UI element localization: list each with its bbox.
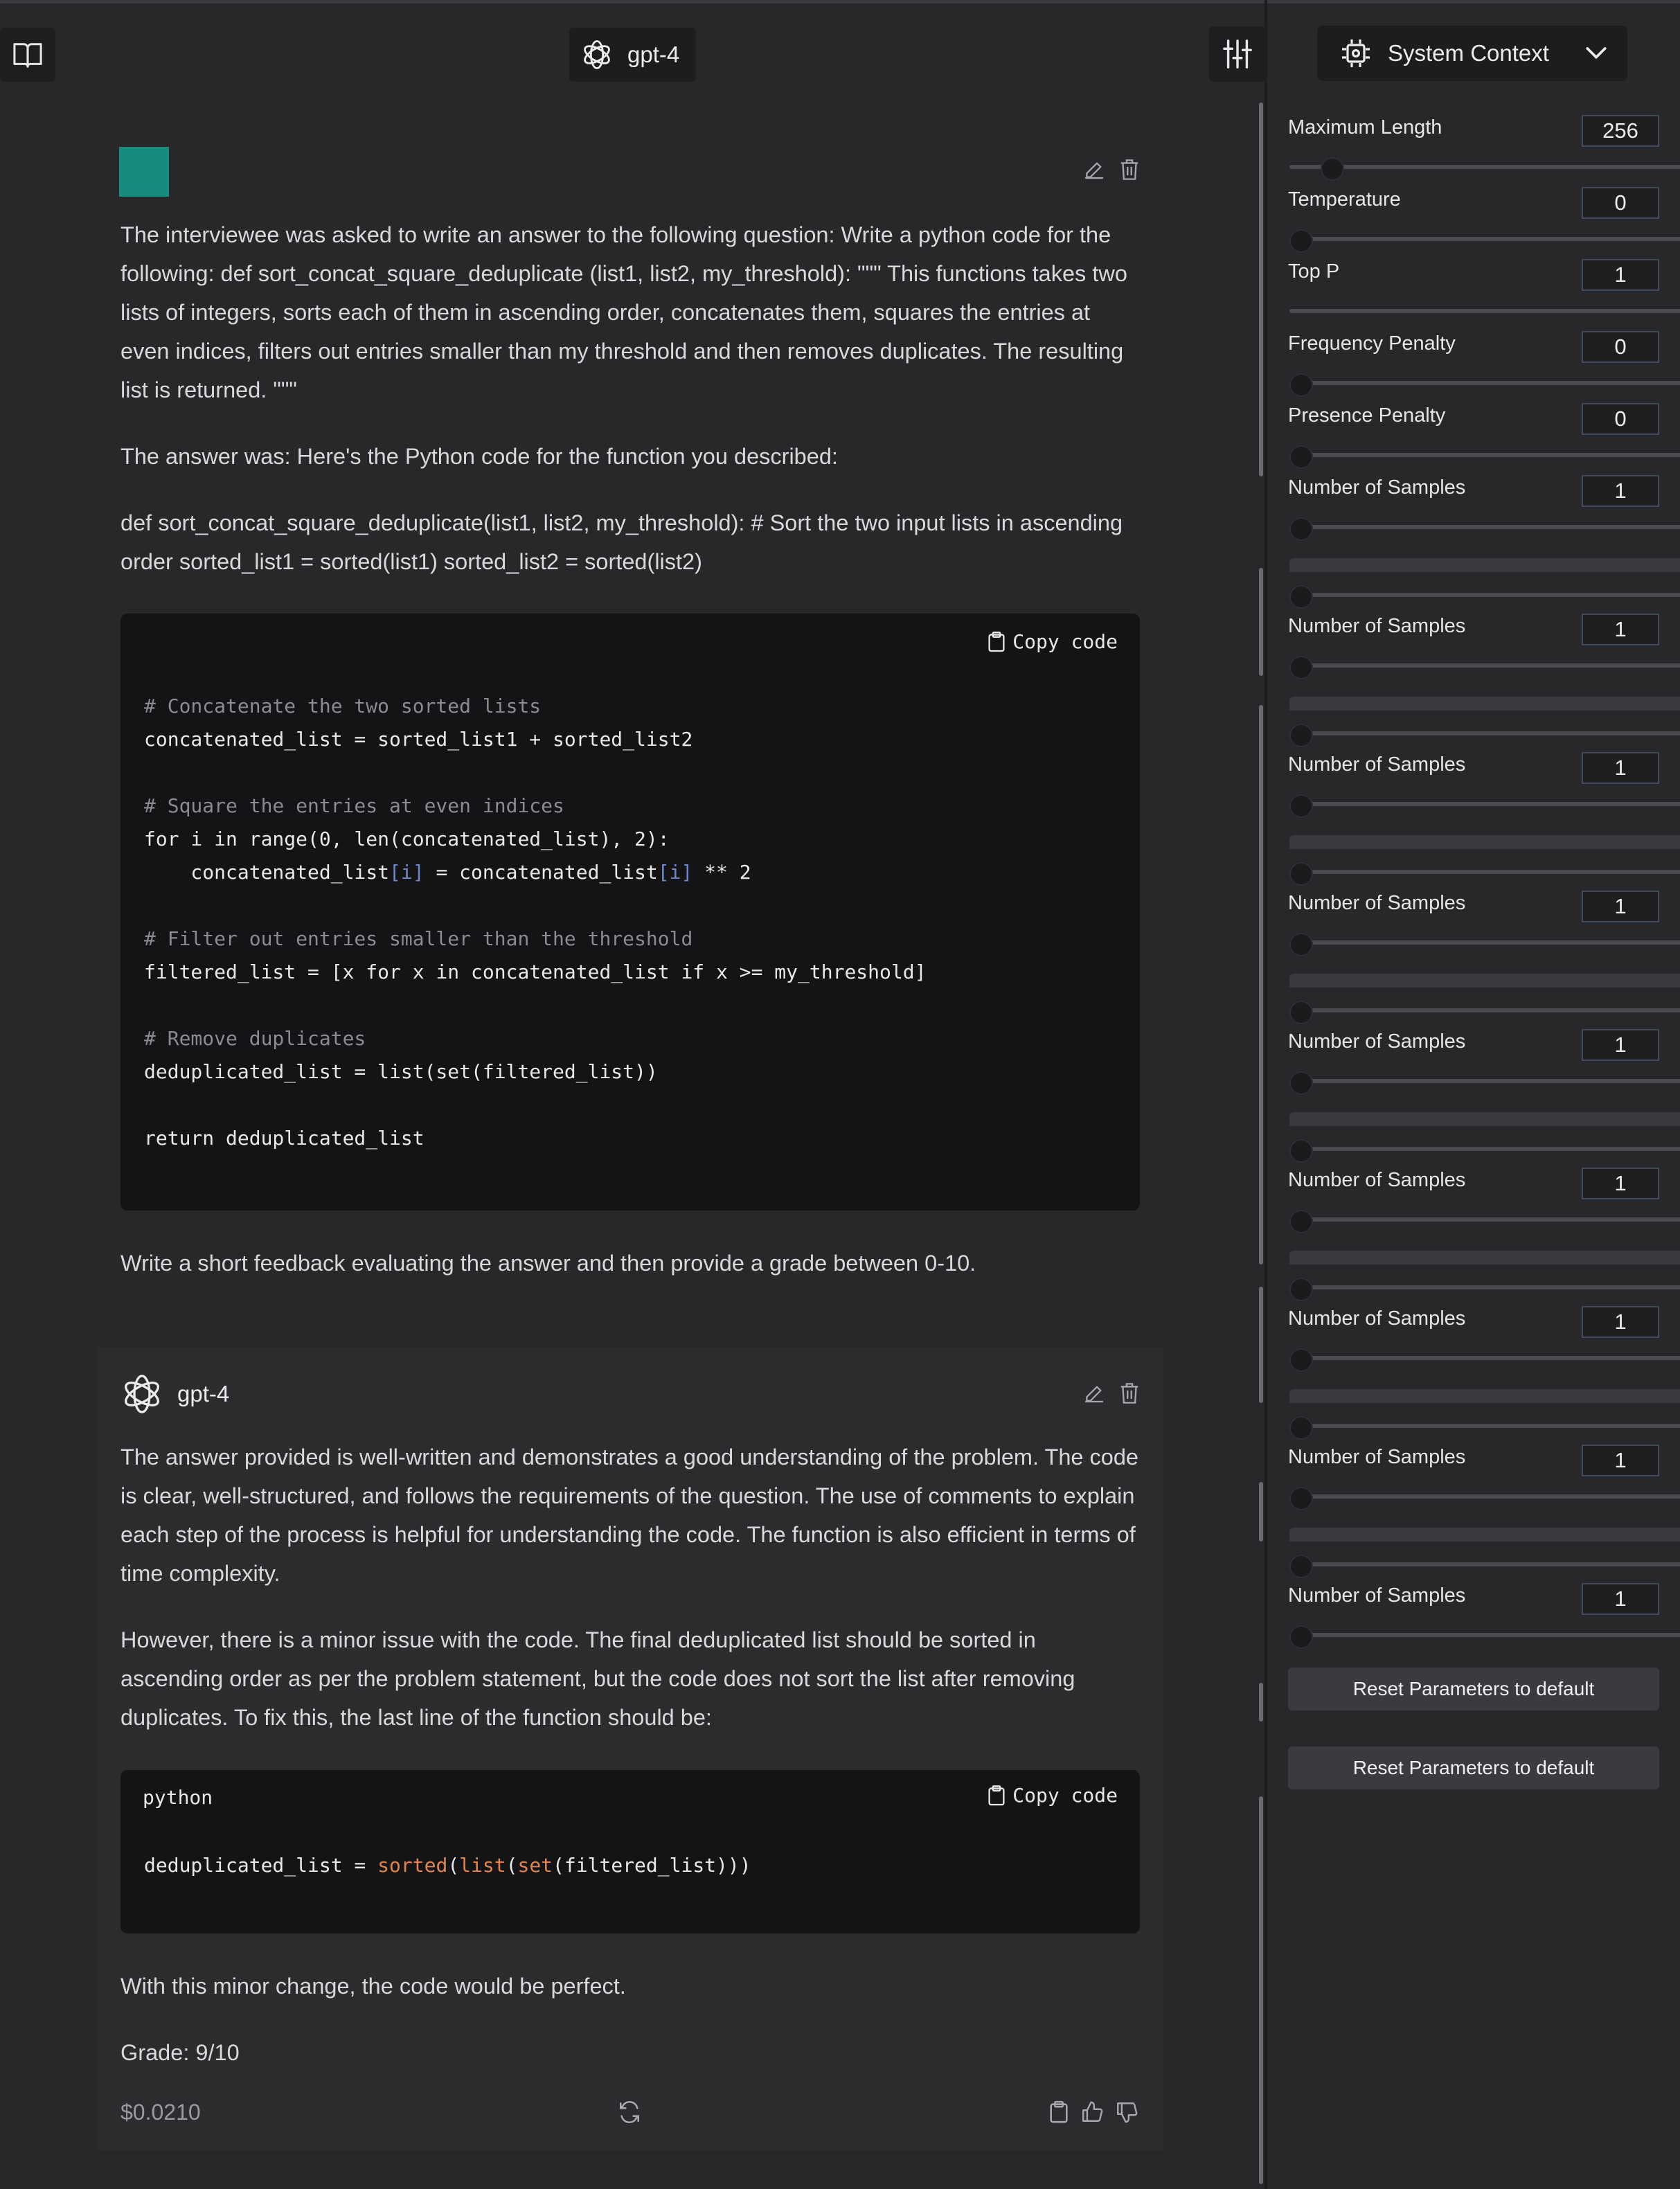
collapsed-param-ghost (1289, 1112, 1680, 1126)
copy-code-label: Copy code (1012, 630, 1118, 653)
param-slider-track[interactable] (1289, 1356, 1680, 1360)
param-slider-thumb[interactable] (1289, 445, 1313, 469)
param-slider-track[interactable] (1289, 1633, 1680, 1637)
collapsed-param-ghost (1289, 1389, 1680, 1403)
scrollbar-segment (1259, 1796, 1263, 2184)
code-line: for i in range(0, len(concatenated_list), 2): (144, 828, 670, 850)
scrollbar-segment (1259, 1482, 1263, 1542)
collapsed-param-ghost (1289, 697, 1680, 711)
pencil-icon[interactable] (1083, 1382, 1105, 1404)
grade-text: Grade: 9/10 (120, 2040, 240, 2065)
param-slider-track[interactable] (1289, 1079, 1680, 1083)
param-label: Temperature (1288, 188, 1401, 211)
param-value-input[interactable]: 1 (1582, 1029, 1659, 1061)
code-line: deduplicated_list = list(set(filtered_list)) (144, 1060, 658, 1083)
trash-icon[interactable] (1119, 158, 1140, 181)
param-label: Number of Samples (1288, 753, 1466, 776)
user-closing-text (120, 1244, 1138, 1283)
param-label: Number of Samples (1288, 615, 1466, 637)
param-slider-track[interactable] (1289, 1424, 1680, 1428)
param-slider-track[interactable] (1289, 940, 1680, 945)
assistant-paragraph: However, there is a minor issue with the code. The final deduplicated list should be sorted in ascending order as per the problem statement, but the code does not sort the list after removing duplicates. To fix this, the last line of the function should be: (120, 1627, 1075, 1730)
collapsed-param-ghost (1289, 835, 1680, 849)
param-slider-thumb[interactable] (1289, 373, 1313, 397)
assistant-name: gpt-4 (177, 1381, 230, 1406)
param-slider-track[interactable] (1289, 1562, 1680, 1566)
code-line: concatenated_list[i] = concatenated_list[i] ** 2 (144, 861, 751, 884)
user-paragraph: The interviewee was asked to write an answer to the following question: Write a python code for the following: def sort_concat_square_deduplicate (list1, list2, my_threshold): """ This functions takes two lists of integers, sorts each of them in ascending order, concatenates them, squares the entries at even indices, filters out entries smaller than my threshold and then removes duplicates. The resulting list is returned. """ (120, 222, 1127, 402)
sidebar-divider (1265, 0, 1267, 2189)
param-slider-thumb[interactable] (1289, 1348, 1313, 1372)
code-line (144, 1089, 926, 1122)
code-line (144, 756, 926, 789)
param-label: Number of Samples (1288, 892, 1466, 914)
code-line (144, 656, 926, 690)
code-line: # Square the entries at even indices (144, 794, 564, 817)
scrollbar-segment (1259, 1287, 1263, 1403)
user-code-block (120, 614, 1140, 1210)
param-value-input[interactable]: 1 (1582, 891, 1659, 922)
code-language-label: python (143, 1786, 213, 1809)
code-line: filtered_list = [x for x in concatenated_list if x >= my_threshold] (144, 961, 927, 983)
reset-button-label: Reset Parameters to default (1352, 1678, 1595, 1699)
param-slider-track[interactable] (1289, 165, 1680, 169)
collapsed-param-ghost (1289, 974, 1680, 988)
code-line: # Filter out entries smaller than the threshold (144, 927, 693, 950)
param-label: Presence Penalty (1288, 404, 1446, 427)
param-slider-thumb[interactable] (1289, 862, 1313, 886)
collapsed-param-ghost (1289, 1528, 1680, 1542)
system-context-label: System Context (1388, 40, 1549, 66)
chevron-down-icon (1584, 46, 1608, 61)
param-slider-thumb[interactable] (1289, 1210, 1313, 1233)
param-value-input[interactable]: 1 (1582, 259, 1659, 291)
code-line (144, 889, 926, 922)
thumbs-down-icon[interactable] (1115, 2100, 1138, 2124)
param-slider-track[interactable] (1289, 1494, 1680, 1499)
reset-button-label: Reset Parameters to default (1352, 1757, 1595, 1778)
param-value-input[interactable]: 256 (1582, 115, 1659, 147)
param-value-input[interactable]: 0 (1582, 403, 1659, 435)
assistant-message-actions (1083, 1382, 1140, 1405)
copy-code-button[interactable] (988, 1784, 1118, 1807)
param-slider-track[interactable] (1289, 309, 1680, 313)
param-label: Maximum Length (1288, 116, 1442, 139)
sliders-icon (1221, 38, 1254, 70)
param-value-input[interactable]: 1 (1582, 1583, 1659, 1615)
openai-logo-icon (119, 1371, 165, 1417)
param-slider-track[interactable] (1289, 525, 1680, 529)
docs-button[interactable] (0, 28, 55, 82)
param-label: Number of Samples (1288, 1030, 1466, 1053)
clipboard-icon (988, 631, 1006, 653)
param-slider-track[interactable] (1289, 870, 1680, 874)
scrollbar-segment (1259, 705, 1263, 1265)
code-content (144, 656, 926, 1155)
param-value-input[interactable]: 1 (1582, 752, 1659, 784)
param-slider-track[interactable] (1289, 237, 1680, 241)
param-slider-thumb[interactable] (1289, 656, 1313, 679)
param-value-input[interactable]: 1 (1582, 1445, 1659, 1476)
param-slider-thumb[interactable] (1289, 585, 1313, 609)
code-content: deduplicated_list = sorted(list(set(filtered_list))) (144, 1854, 751, 1877)
scrollbar-segment (1259, 1683, 1263, 1722)
param-label: Number of Samples (1288, 1307, 1466, 1330)
model-selector[interactable] (569, 28, 696, 82)
param-slider-track[interactable] (1289, 381, 1680, 385)
param-slider-thumb[interactable] (1289, 1139, 1313, 1163)
param-slider-thumb[interactable] (1289, 933, 1313, 956)
param-slider-thumb[interactable] (1289, 794, 1313, 818)
param-value-input[interactable]: 0 (1582, 331, 1659, 363)
assistant-footer (120, 2091, 1138, 2133)
assistant-code-block (120, 1770, 1140, 1933)
param-value-input[interactable]: 0 (1582, 187, 1659, 219)
param-value-input[interactable]: 1 (1582, 614, 1659, 645)
thumbs-up-icon[interactable] (1080, 2100, 1104, 2124)
code-line (144, 989, 926, 1022)
user-message-text (120, 215, 1138, 581)
param-value-input[interactable]: 1 (1582, 1168, 1659, 1199)
param-label: Number of Samples (1288, 1446, 1466, 1468)
assistant-text-end (120, 1967, 1138, 2072)
param-slider-track[interactable] (1289, 1147, 1680, 1151)
pencil-icon[interactable] (1083, 159, 1105, 181)
reset-parameters-button[interactable] (1288, 1746, 1659, 1789)
param-label: Number of Samples (1288, 1584, 1466, 1607)
assistant-paragraph: With this minor change, the code would be perfect. (120, 1974, 626, 1999)
user-paragraph: def sort_concat_square_deduplicate(list1, list2, my_threshold): # Sort the two input lists in ascending order sorted_list1 = sorted(list1) sorted_list2 = sorted(list2) (120, 510, 1123, 574)
param-label: Top P (1288, 260, 1340, 283)
clipboard-icon[interactable] (1048, 2100, 1069, 2124)
collapsed-param-ghost (1289, 558, 1680, 572)
trash-icon[interactable] (1119, 1382, 1140, 1405)
copy-code-button[interactable] (988, 630, 1118, 653)
openai-logo-icon (579, 37, 615, 73)
clipboard-icon (988, 1785, 1006, 1807)
user-message-actions (1083, 158, 1140, 181)
code-line: # Remove duplicates (144, 1027, 366, 1050)
param-slider-thumb[interactable] (1289, 1071, 1313, 1095)
param-slider-thumb[interactable] (1289, 1416, 1313, 1440)
book-icon (11, 40, 44, 69)
code-line: # Concatenate the two sorted lists (144, 695, 542, 717)
cost-label: $0.0210 (120, 2099, 201, 2125)
param-slider-thumb[interactable] (1289, 229, 1313, 253)
param-slider-track[interactable] (1289, 1285, 1680, 1289)
refresh-icon[interactable] (618, 2100, 641, 2124)
system-context-dropdown[interactable] (1317, 26, 1627, 81)
param-slider-track[interactable] (1289, 731, 1680, 735)
param-slider-track[interactable] (1289, 1217, 1680, 1222)
model-name: gpt-4 (627, 42, 680, 67)
window-top-border (0, 0, 1680, 3)
param-slider-thumb[interactable] (1289, 724, 1313, 747)
feedback-actions (1048, 2100, 1138, 2124)
assistant-text (120, 1438, 1138, 1737)
param-slider-thumb[interactable] (1289, 1001, 1313, 1024)
param-label: Number of Samples (1288, 476, 1466, 499)
copy-code-label: Copy code (1012, 1784, 1118, 1807)
assistant-header (119, 1371, 229, 1417)
code-line: return deduplicated_list (144, 1127, 425, 1150)
param-label: Number of Samples (1288, 1169, 1466, 1191)
code-line: concatenated_list = sorted_list1 + sorted_list2 (144, 728, 693, 751)
param-slider-thumb[interactable] (1321, 157, 1344, 181)
param-slider-thumb[interactable] (1289, 1625, 1313, 1649)
assistant-paragraph: The answer provided is well-written and demonstrates a good understanding of the problem. The code is clear, well-structured, and follows the requirements of the question. The use of comments to explain each step of the process is helpful for understanding the code. The function is also efficient in terms of time complexity. (120, 1445, 1138, 1586)
reset-parameters-button[interactable] (1288, 1668, 1659, 1710)
param-slider-thumb[interactable] (1289, 1555, 1313, 1578)
param-slider-thumb[interactable] (1289, 517, 1313, 541)
user-paragraph: The answer was: Here's the Python code for the function you described: (120, 444, 838, 469)
param-slider-track[interactable] (1289, 1008, 1680, 1012)
chat-scrollbar[interactable] (1259, 102, 1263, 476)
param-slider-thumb[interactable] (1289, 1278, 1313, 1301)
param-slider-track[interactable] (1289, 802, 1680, 806)
param-label: Frequency Penalty (1288, 332, 1456, 355)
scrollbar-segment (1259, 568, 1263, 676)
parameters-toggle-button[interactable] (1209, 26, 1266, 82)
user-avatar (119, 147, 169, 197)
param-slider-track[interactable] (1289, 593, 1680, 597)
param-value-input[interactable]: 1 (1582, 1306, 1659, 1338)
collapsed-param-ghost (1289, 1251, 1680, 1265)
param-slider-track[interactable] (1289, 453, 1680, 457)
param-slider-track[interactable] (1289, 663, 1680, 668)
param-value-input[interactable]: 1 (1582, 475, 1659, 507)
user-closing: Write a short feedback evaluating the answer and then provide a grade between 0-10. (120, 1251, 976, 1276)
param-slider-thumb[interactable] (1289, 1487, 1313, 1510)
chip-icon (1339, 37, 1373, 70)
